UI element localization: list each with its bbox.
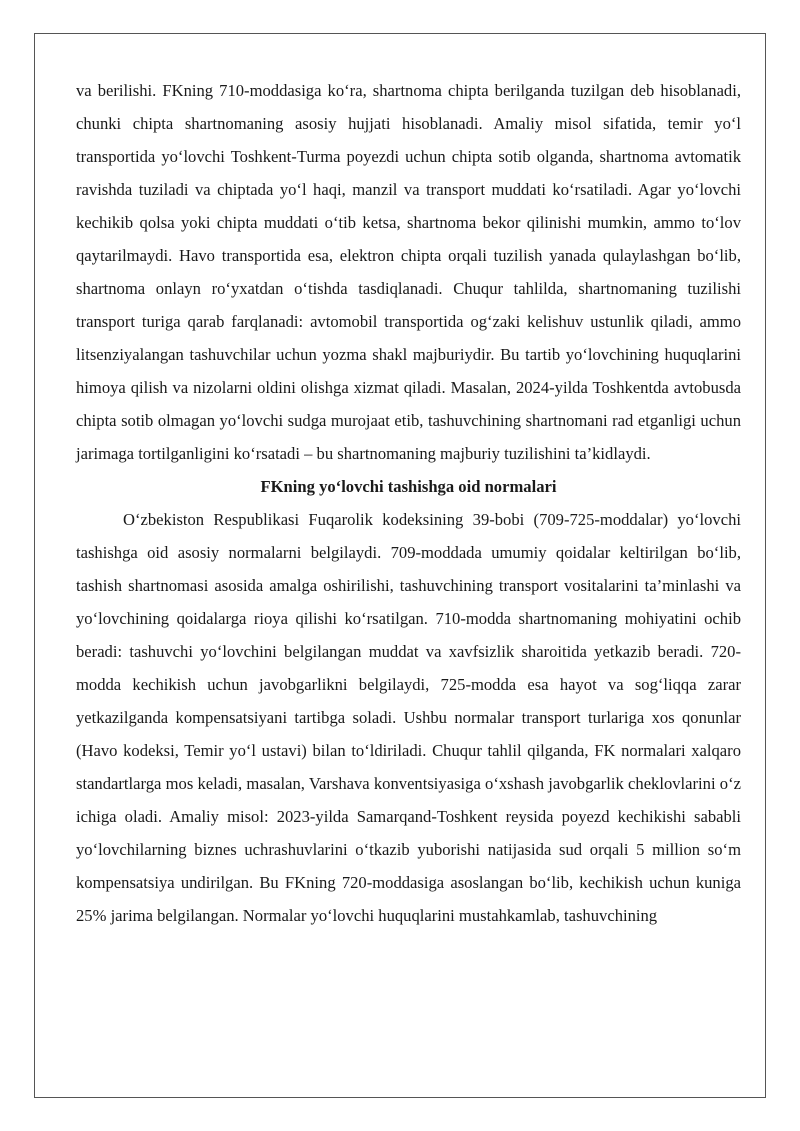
paragraph-norms: Oʻzbekiston Respublikasi Fuqarolik kodeksining 39-bobi (709-725-moddalar) yoʻlovchi tashishga oid asosiy normalarni belgilaydi. 709-moddada umumiy qoidalar keltirilgan boʻlib, tashish shartnomasi asosida amalga oshirilishi, tashuvchining transport vositalarini ta’minlashi va yoʻlovchining qoidalarga rioya qilishi koʻrsatilgan. 710-modda shartnomaning mohiyatini ochib beradi: tashuvchi yoʻlovchini belgilangan muddat va xavfsizlik sharoitida yetkazib beradi. 720-modda kechikish uchun javobgarlikni belgilaydi, 725-modda esa hayot va sogʻliqqa zarar yetkazilganda kompensatsiyani tartibga soladi. Ushbu normalar transport turlariga xos qonunlar (Havo kodeksi, Temir yoʻl ustavi) bilan toʻldiriladi. Chuqur tahlil qilganda, FK normalari xalqaro standartlarga mos keladi, masalan, Varshava konventsiyasiga oʻxshash javobgarlik cheklovlarini oʻz ichiga oladi. Amaliy misol: 2023-yilda Samarqand-Toshkent reysida poyezd kechikishi sababli yoʻlovchilarning biznes uchrashuvlarini oʻtkazib yuborishi natijasida sud orqali 5 million soʻm kompensatsiya undirilgan. Bu FKning 720-moddasiga asoslangan boʻlib, kechikish uchun kuniga 25% jarima belgilangan. Normalar yoʻlovchi huquqlarini mustahkamlab, tashuvchining [76, 510, 741, 925]
document-body [76, 74, 741, 932]
paragraph-continuation: va berilishi. FKning 710-moddasiga koʻra, shartnoma chipta berilganda tuzilgan deb hisoblanadi, chunki chipta shartnomaning asosiy hujjati hisoblanadi. Amaliy misol sifatida, temir yoʻl transportida yoʻlovchi Toshkent-Turma poyezdi uchun chipta sotib olganda, shartnoma avtomatik ravishda tuziladi va chiptada yoʻl haqi, manzil va transport muddati koʻrsatiladi. Agar yoʻlovchi kechikib qolsa yoki chipta muddati oʻtib ketsa, shartnoma bekor qilinishi mumkin, ammo toʻlov qaytarilmaydi. Havo transportida esa, elektron chipta orqali tuzilish yanada qulaylashgan boʻlib, shartnoma onlayn roʻyxatdan oʻtishda tasdiqlanadi. Chuqur tahlilda, shartnomaning tuzilishi transport turiga qarab farqlanadi: avtomobil transportida ogʻzaki kelishuv ustunlik qiladi, ammo litsenziyalangan tashuvchilar uchun yozma shakl majburiydir. Bu tartib yoʻlovchining huquqlarini himoya qilish va nizolarni oldini olishga xizmat qiladi. Masalan, 2024-yilda Toshkentda avtobusda chipta sotib olmagan yoʻlovchi sudga murojaat etib, tashuvchining shartnomani rad etganligi uchun jarimaga tortilganligini koʻrsatadi – bu shartnomaning majburiy tuzilishini ta’kidlaydi. [76, 81, 741, 463]
section-heading: FKning yoʻlovchi tashishga oid normalari [260, 477, 557, 496]
